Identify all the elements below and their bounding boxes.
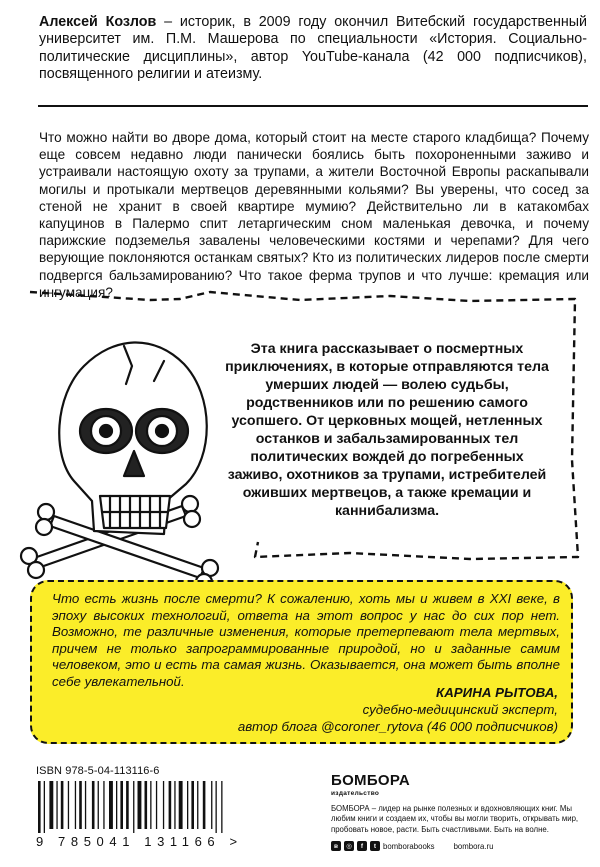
author-name: Алексей Козлов — [39, 14, 157, 30]
barcode-bar — [169, 781, 172, 829]
barcode-bar — [197, 781, 198, 829]
social-handle[interactable]: bomborabooks — [383, 841, 435, 851]
quote-author-blog: автор блога @coroner_rytova (46 000 подписчиков) — [237, 719, 558, 734]
facebook-icon: f — [357, 841, 367, 851]
barcode-bar — [61, 781, 64, 829]
author-bio-text: – историк, в 2009 году окончил Витебский государственный университет им. П.М. Машерова по специальности «История. Социально-политические дисциплины», автор YouTube-канала (42 000 подписчиков), посвященного религии и атеизму. — [39, 14, 587, 83]
barcode-bar — [98, 781, 99, 829]
barcode-bar — [79, 781, 82, 829]
vk-icon: в — [331, 841, 341, 851]
author-bio — [39, 14, 587, 84]
barcode-digits: 9 785041 131166 > — [36, 834, 243, 849]
barcode-bar — [174, 781, 175, 829]
publisher-social — [331, 840, 493, 852]
barcode-bar — [92, 781, 95, 829]
barcode-bar — [156, 781, 157, 829]
barcode-bar — [179, 781, 183, 829]
barcode-bar — [211, 781, 212, 829]
divider — [38, 105, 588, 107]
book-pitch: Эта книга рассказывает о посмертных приключениях, в которые отправляются тела умерших людей — волею судьбы, родственников или по решению самого усопшего. От церковных мощей, нетленных останков и забальзамированных тел политических вождей до погребенных заживо, охотников за трупами, истребителей оживших мертвецов, а также кремации и каннибализма. — [225, 341, 549, 519]
barcode-bar — [203, 781, 206, 829]
barcode-image — [36, 781, 271, 833]
publisher-subtitle: издательство — [331, 790, 380, 797]
barcode-bar — [56, 781, 57, 829]
barcode-bar — [49, 781, 53, 829]
barcode-bar — [38, 781, 41, 833]
quote-text: Что есть жизнь после смерти? К сожалению, хоть мы и живем в XXI веке, в эпоху высоких технологий, ответа на этот вопрос у нас до сих пор нет. Возможно, те различные изменения, которые претерпевают тела мертвых, причем не только запрограммированные природой, но и заданные самим человеком, это и есть та самая жизнь. Оказывается, она может быть вполне себе увлекательной. — [52, 591, 560, 689]
skull-illustration — [14, 306, 254, 591]
barcode-bar — [126, 781, 129, 829]
instagram-icon: ◎ — [344, 841, 354, 851]
isbn-label: ISBN 978-5-04-113116-6 — [36, 765, 160, 777]
quote-author-role: судебно-медицинский эксперт, — [362, 702, 558, 717]
quote-author-name: КАРИНА РЫТОВА, — [436, 685, 558, 700]
barcode-bar — [85, 781, 86, 829]
publisher-site[interactable]: bombora.ru — [453, 841, 494, 851]
barcode-bar — [75, 781, 76, 829]
barcode-bar — [103, 781, 104, 829]
twitter-icon: t — [370, 841, 380, 851]
publisher-logo: БОМБОРА — [331, 772, 411, 789]
barcode-bar — [145, 781, 148, 829]
barcode-bar — [138, 781, 142, 829]
barcode-bar — [116, 781, 117, 829]
barcode-bar — [163, 781, 164, 829]
barcode-bar — [221, 781, 222, 833]
barcode-bar — [187, 781, 188, 829]
barcode-bar — [191, 781, 194, 829]
barcode-bar — [216, 781, 217, 833]
barcode-bar — [68, 781, 69, 829]
barcode-bar — [44, 781, 45, 833]
barcode-bar — [150, 781, 151, 829]
barcode-bar — [109, 781, 113, 829]
questions-paragraph: Что можно найти во дворе дома, который стоит на месте старого кладбища? Почему еще совсем недавно люди панически боялись быть похороненными заживо и устраивали настоящую охоту за трупами, а жители Восточной Европы раскапывали могилы и протыкали мертвецов деревянными кольями? Вы уверены, что сосед за стеной не хранит в своей квартире мумию? Действительно ли в катакомбах капуцинов в Палермо спит летаргическим сном маленькая девочка, и почему парижские подземелья завалены человеческими костями и черепами? Для чего верующие поклоняются останкам святых? Кто из политических лидеров после смерти подвергся бальзамированию? Что такое ферма трупов и что лучше: кремация или ингумация? — [39, 130, 589, 300]
publisher-description: БОМБОРА – лидер на рынке полезных и вдохновляющих книг. Мы любим книги и создаем их, чтобы вы могли творить, открывать мир, пробовать новое, расти. Быть счастливыми. Быть на волне. — [331, 804, 579, 834]
barcode-bar — [120, 781, 123, 829]
barcode-bar — [133, 781, 134, 833]
